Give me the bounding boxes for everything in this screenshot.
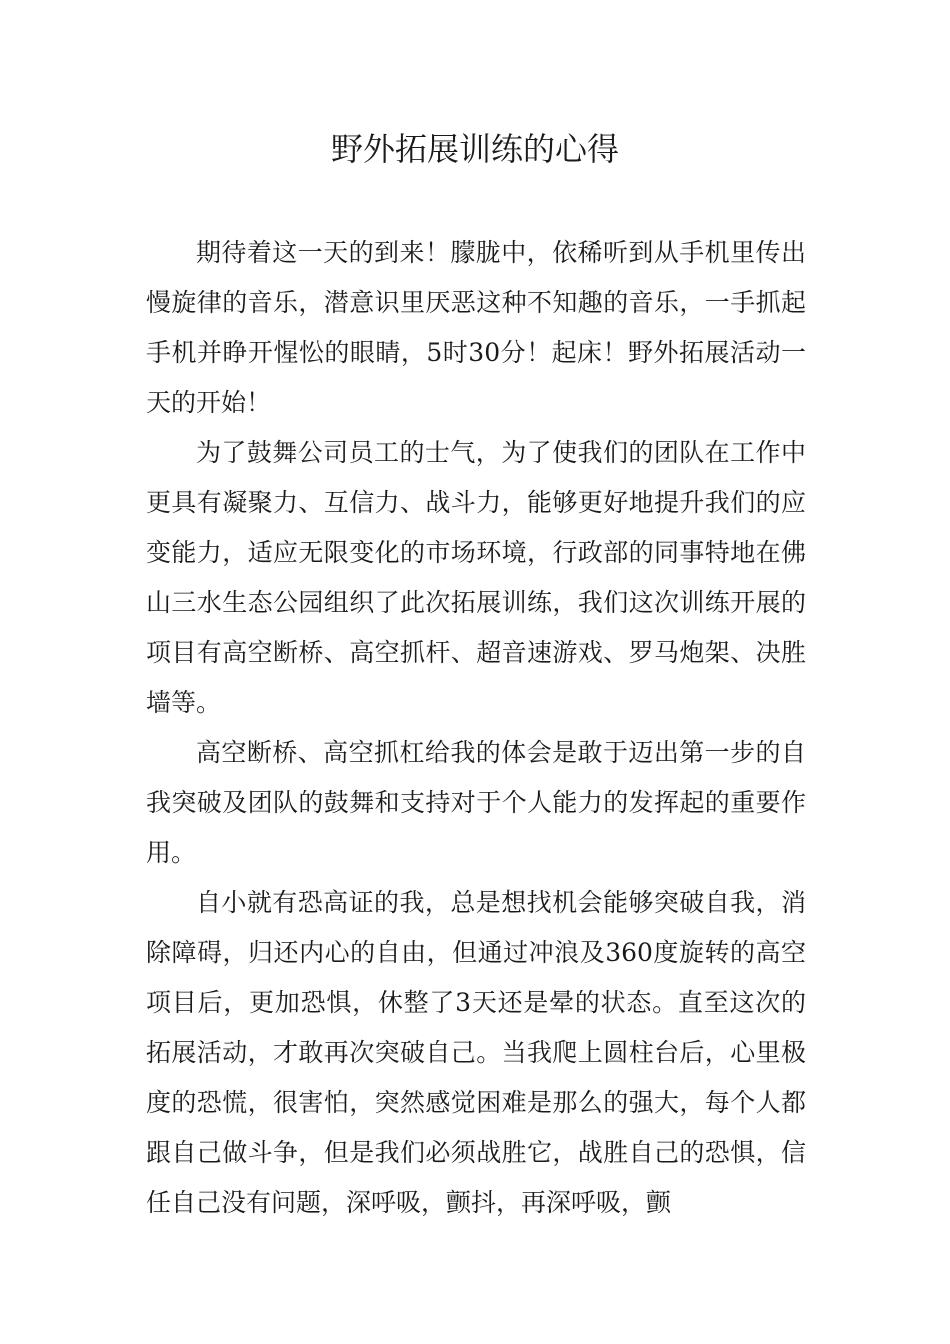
- document-title: 野外拓展训练的心得: [330, 130, 619, 168]
- document-body: [146, 228, 806, 1228]
- paragraph-3: 高空断桥、高空抓杠给我的体会是敢于迈出第一步的自我突破及团队的鼓舞和支持对于个人能力的发挥起的重要作用。: [146, 738, 806, 867]
- paragraph-1: 期待着这一天的到来！朦胧中，依稀听到从手机里传出慢旋律的音乐，潜意识里厌恶这种不知趣的音乐，一手抓起手机并睁开惺忪的眼睛，5时30分！起床！野外拓展活动一天的开始！: [146, 238, 806, 417]
- paragraph-2: 为了鼓舞公司员工的士气，为了使我们的团队在工作中更具有凝聚力、互信力、战斗力，能够更好地提升我们的应变能力，适应无限变化的市场环境，行政部的同事特地在佛山三水生态公园组织了此次拓展训练，我们这次训练开展的项目有高空断桥、高空抓杆、超音速游戏、罗马炮架、决胜墙等。: [146, 438, 806, 717]
- paragraph-4: 自小就有恐高证的我，总是想找机会能够突破自我，消除障碍，归还内心的自由，但通过冲浪及360度旋转的高空项目后，更加恐惧，休整了3天还是晕的状态。直至这次的拓展活动，才敢再次突破自己。当我爬上圆柱台后，心里极度的恐慌，很害怕，突然感觉困难是那么的强大，每个人都跟自己做斗争，但是我们必须战胜它，战胜自己的恐惧，信任自己没有问题，深呼吸，颤抖，再深呼吸，颤: [146, 888, 806, 1217]
